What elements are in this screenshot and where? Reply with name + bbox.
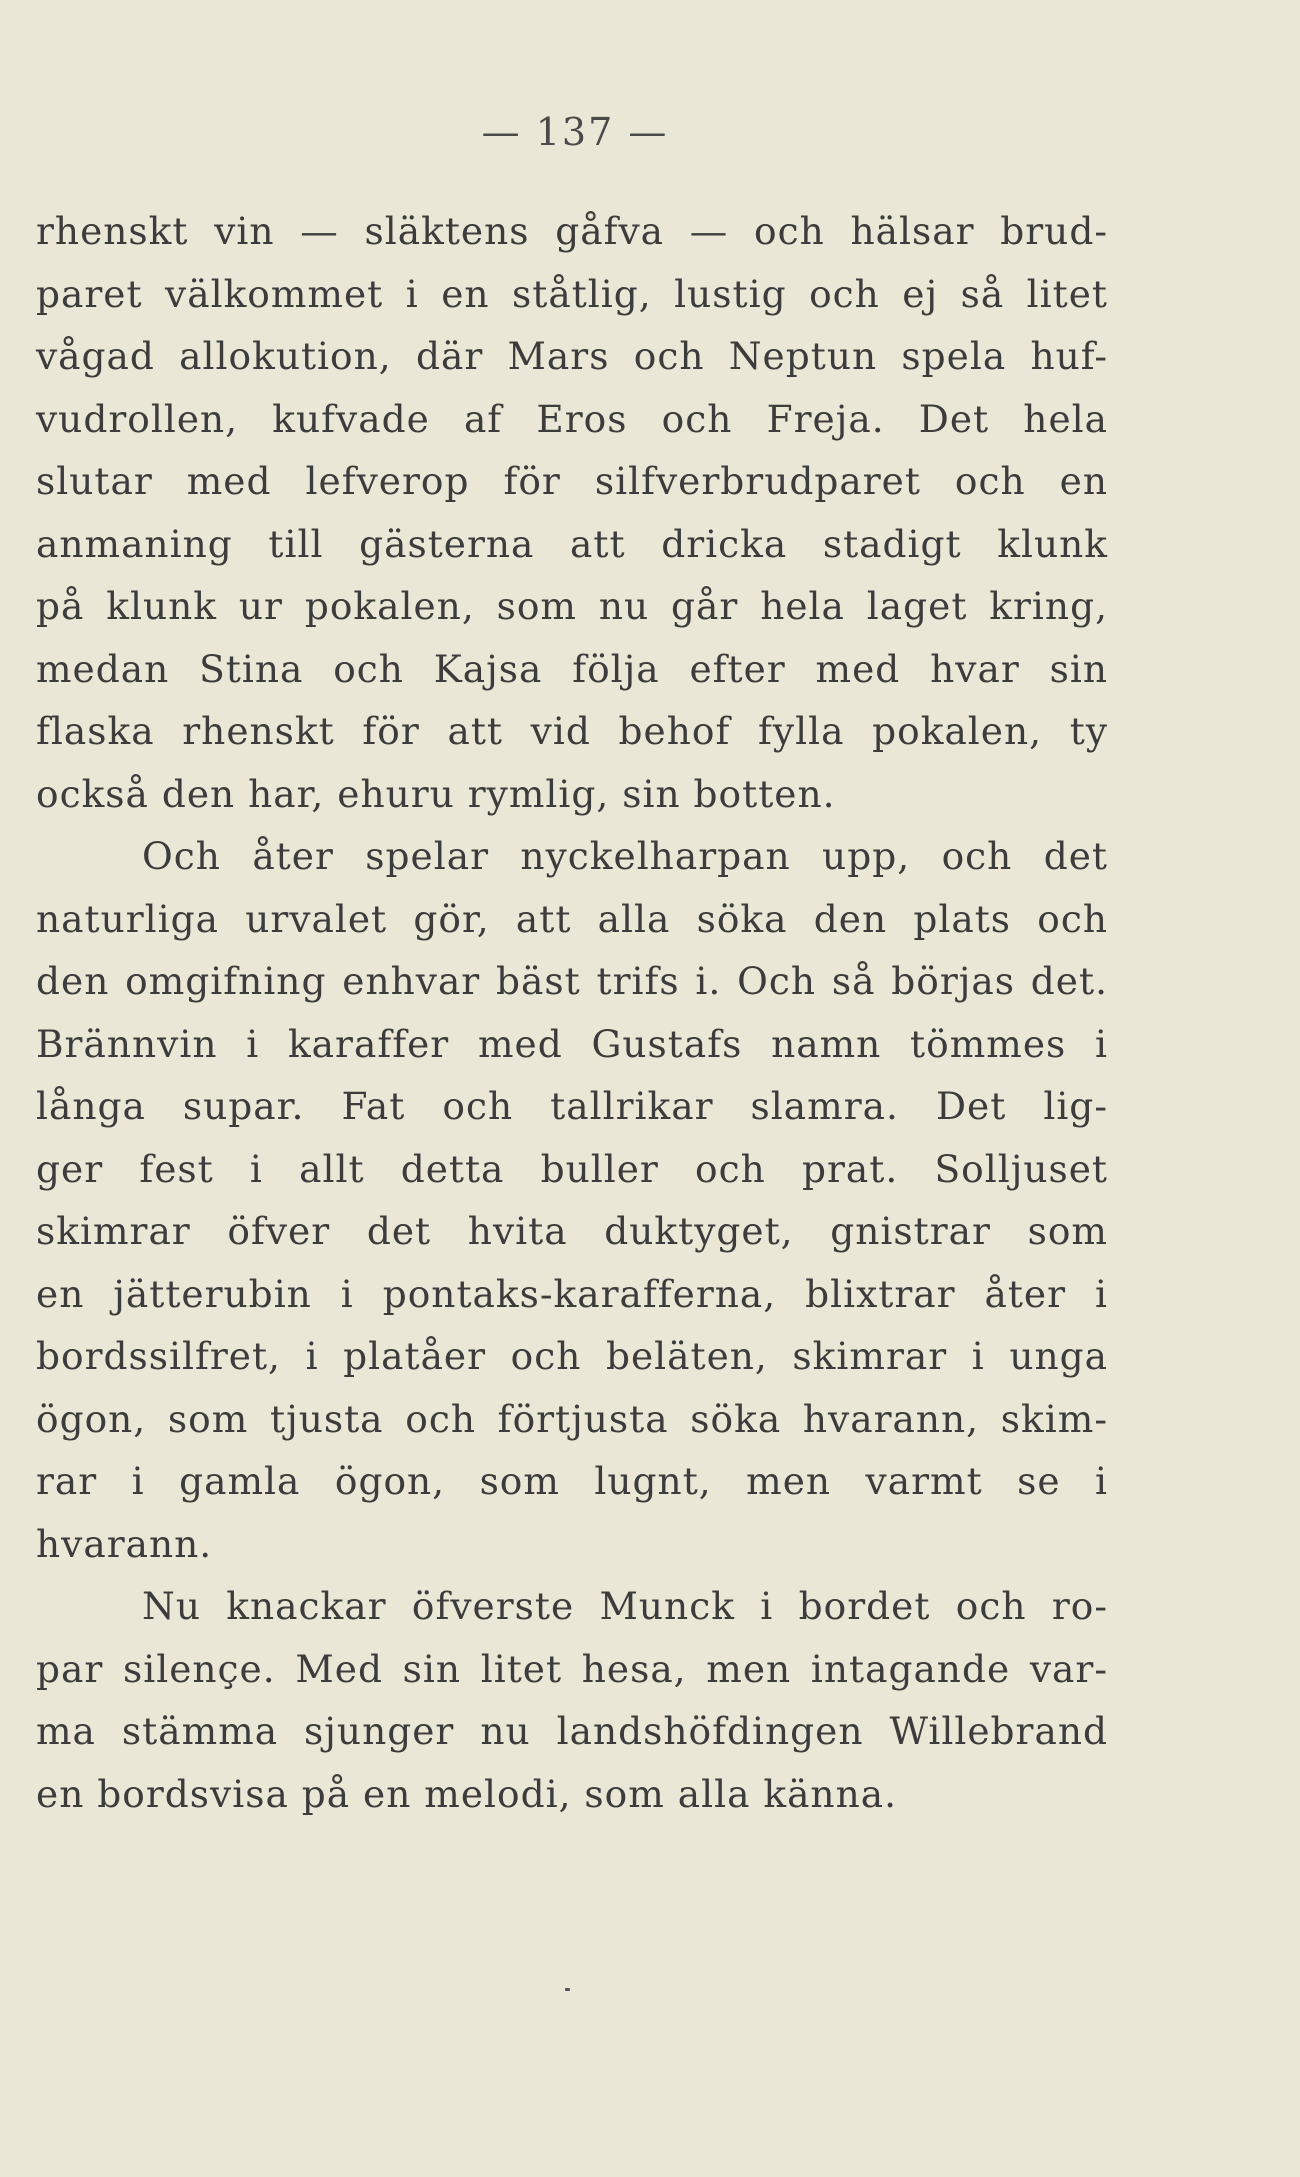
text-line: ma stämma sjunger nu landshöfdingen Willebrand xyxy=(36,1709,1108,1753)
text-line: ger fest i allt detta buller och prat. Solljuset xyxy=(36,1146,1108,1191)
paragraph-start-line: Och åter spelar nyckelharpan upp, och det xyxy=(142,834,1108,878)
text-line: en jätterubin i pontaks-karafferna, blixtrar åter i xyxy=(36,1271,1108,1316)
text-line: den omgifning enhvar bäst trifs i. Och så börjas det. xyxy=(36,959,1108,1003)
text-line: medan Stina och Kajsa följa efter med hvar sin xyxy=(36,646,1108,691)
text-line: en bordsvisa på en melodi, som alla känna. xyxy=(36,1771,898,1816)
text-line: slutar med lefverop för silfverbrudparet och en xyxy=(36,459,1108,503)
paragraph-start-line: Nu knackar öfverste Munck i bordet och ro- xyxy=(142,1584,1108,1628)
text-line: par silençe. Med sin litet hesa, men intagande var- xyxy=(36,1646,1108,1691)
text-line: vågad allokution, där Mars och Neptun spela huf- xyxy=(36,334,1108,378)
text-line: paret välkommet i en ståtlig, lustig och ej så litet xyxy=(36,271,1108,316)
ink-speck xyxy=(565,1988,570,1991)
text-line: skimrar öfver det hvita duktyget, gnistrar som xyxy=(36,1209,1108,1253)
text-line: flaska rhenskt för att vid behof fylla pokalen, ty xyxy=(36,709,1108,753)
text-line: hvarann. xyxy=(36,1521,213,1566)
text-line: långa supar. Fat och tallrikar slamra. Det lig- xyxy=(36,1084,1108,1128)
text-line: naturliga urvalet gör, att alla söka den plats och xyxy=(36,896,1108,941)
text-line: rhenskt vin — släktens gåfva — och hälsar brud- xyxy=(36,209,1108,253)
body-text xyxy=(36,200,1108,1825)
text-line: också den har, ehuru rymlig, sin botten. xyxy=(36,771,836,816)
text-line: vudrollen, kufvade af Eros och Freja. Det hela xyxy=(36,396,1108,441)
text-line: på klunk ur pokalen, som nu går hela laget kring, xyxy=(36,584,1108,628)
text-line: bordssilfret, i platåer och beläten, skimrar i unga xyxy=(36,1334,1108,1378)
text-line: rar i gamla ögon, som lugnt, men varmt se i xyxy=(36,1459,1108,1503)
text-line: ögon, som tjusta och förtjusta söka hvarann, skim- xyxy=(36,1396,1108,1441)
text-line: Brännvin i karaffer med Gustafs namn tömmes i xyxy=(36,1021,1108,1066)
page-number: — 137 — xyxy=(481,110,669,154)
text-line: anmaning till gästerna att dricka stadigt klunk xyxy=(36,521,1108,566)
